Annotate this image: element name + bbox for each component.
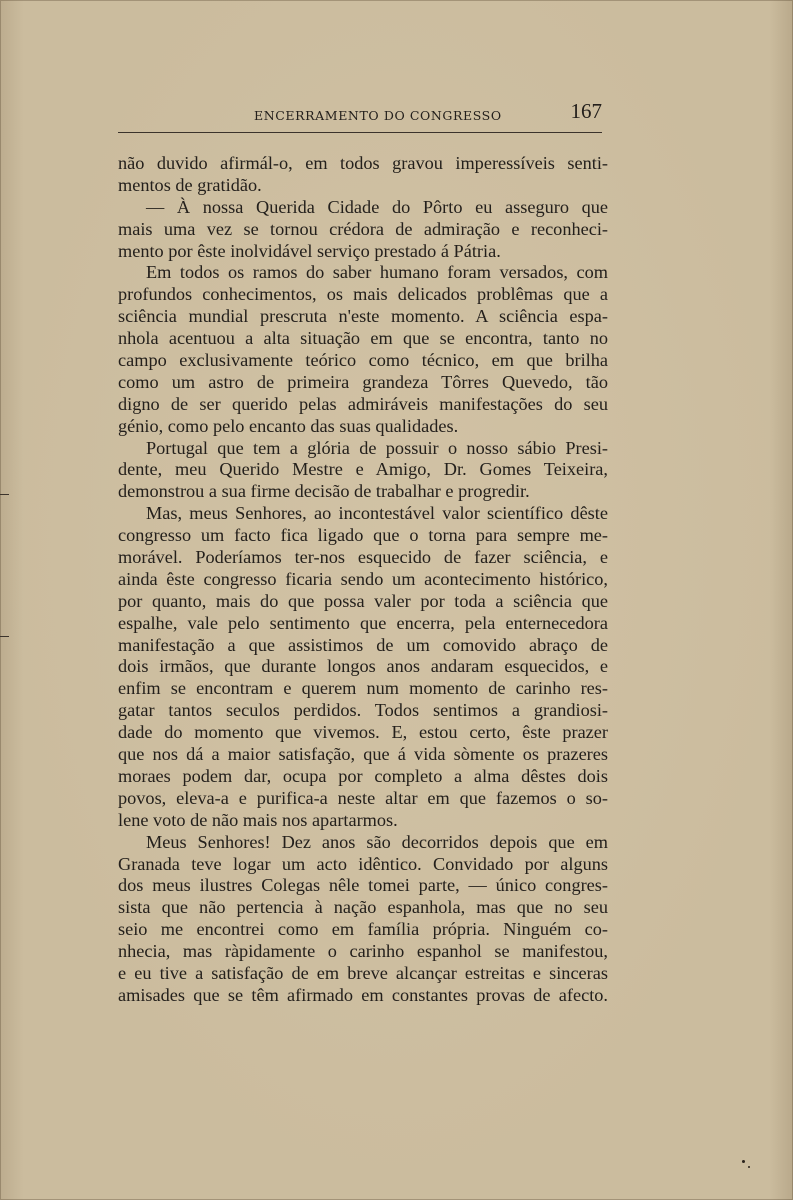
page-number: 167: [570, 99, 602, 123]
text-line: espalhe, vale pelo sentimento que encerra, pela enternecedora: [118, 612, 608, 633]
ink-speck: [742, 1160, 745, 1163]
body-text: [118, 153, 608, 1007]
text-line: amisades que se têm afirmado em constantes provas de afecto.: [118, 984, 608, 1005]
text-line: dade do momento que vivemos. E, estou certo, êste prazer: [118, 722, 608, 743]
text-line: sista que não pertencia à nação espanhola, mas que no seu: [118, 897, 608, 918]
text-line: por quanto, mais do que possa valer por toda a sciência que: [118, 590, 608, 611]
text-line: enfim se encontram e querem num momento de carinho res-: [118, 678, 608, 699]
text-line: não duvido afirmál-o, em todos gravou imperessíveis senti-: [118, 153, 608, 173]
text-line: digno de ser querido pelas admiráveis manifestações do seu: [118, 393, 608, 414]
text-line: gatar tantos seculos perdidos. Todos sentimos a grandiosi-: [118, 700, 608, 721]
text-line: profundos conhecimentos, os mais delicados problêmas que a: [118, 284, 608, 305]
text-line: campo exclusivamente teórico como técnico, em que brilha: [118, 350, 608, 371]
text-line: que nos dá a maior satisfação, que á vida sòmente os prazeres: [118, 744, 608, 765]
text-line: dente, meu Querido Mestre e Amigo, Dr. Gomes Teixeira,: [118, 459, 608, 480]
text-line: moraes podem dar, ocupa por completo a alma dêstes dois: [118, 765, 608, 786]
text-line: — À nossa Querida Cidade do Pôrto eu asseguro que: [146, 196, 608, 217]
text-line: mais uma vez se tornou crédora de admiração e reconheci-: [118, 218, 608, 239]
text-line: sciência mundial prescruta n'este momento. A sciência espa-: [118, 306, 608, 327]
margin-tick-mark: [0, 636, 9, 637]
text-line: Portugal que tem a glória de possuir o nosso sábio Presi-: [146, 437, 608, 458]
text-line: nhola acentuou a alta situação em que se encontra, tanto no: [118, 328, 608, 349]
text-line: lene voto de não mais nos apartarmos.: [118, 809, 398, 830]
text-line: dois irmãos, que durante longos anos andaram esquecidos, e: [118, 656, 608, 677]
text-line: demonstrou a sua firme decisão de trabalhar e progredir.: [118, 481, 530, 502]
text-line: congresso um facto fica ligado que o torna para sempre me-: [118, 525, 608, 546]
text-line: morável. Poderíamos ter-nos esquecido de fazer sciência, e: [118, 547, 608, 568]
text-line: Mas, meus Senhores, ao incontestável valor scientífico dêste: [146, 503, 608, 524]
text-line: povos, eleva-a e purifica-a neste altar em que fazemos o so-: [118, 787, 608, 808]
text-line: como um astro de primeira grandeza Tôrres Quevedo, tão: [118, 371, 608, 392]
text-line: Granada teve logar um acto idêntico. Convidado por alguns: [118, 853, 608, 874]
page-header: [118, 96, 602, 133]
margin-tick-mark: [0, 494, 9, 495]
text-line: e eu tive a satisfação de em breve alcançar estreitas e sinceras: [118, 962, 608, 983]
text-line: génio, como pelo encanto das suas qualidades.: [118, 415, 459, 436]
running-head: ENCERRAMENTO DO CONGRESSO: [254, 108, 502, 123]
text-line: Meus Senhores! Dez anos são decorridos depois que em: [146, 831, 608, 852]
ink-speck: [748, 1166, 750, 1168]
text-line: nhecia, mas ràpidamente o carinho espanhol se manifestou,: [118, 941, 608, 962]
text-line: mento por êste inolvidável serviço prestado á Pátria.: [118, 240, 501, 261]
text-line: dos meus ilustres Colegas nêle tomei parte, — único congres-: [118, 875, 608, 896]
text-line: ainda êste congresso ficaria sendo um acontecimento histórico,: [118, 568, 608, 589]
text-line: manifestação a que assistimos de um comovido abraço de: [118, 634, 608, 655]
text-line: seio me encontrei como em família própria. Ninguém co-: [118, 919, 608, 940]
text-line: mentos de gratidão.: [118, 174, 262, 195]
text-line: Em todos os ramos do saber humano foram versados, com: [146, 262, 608, 283]
